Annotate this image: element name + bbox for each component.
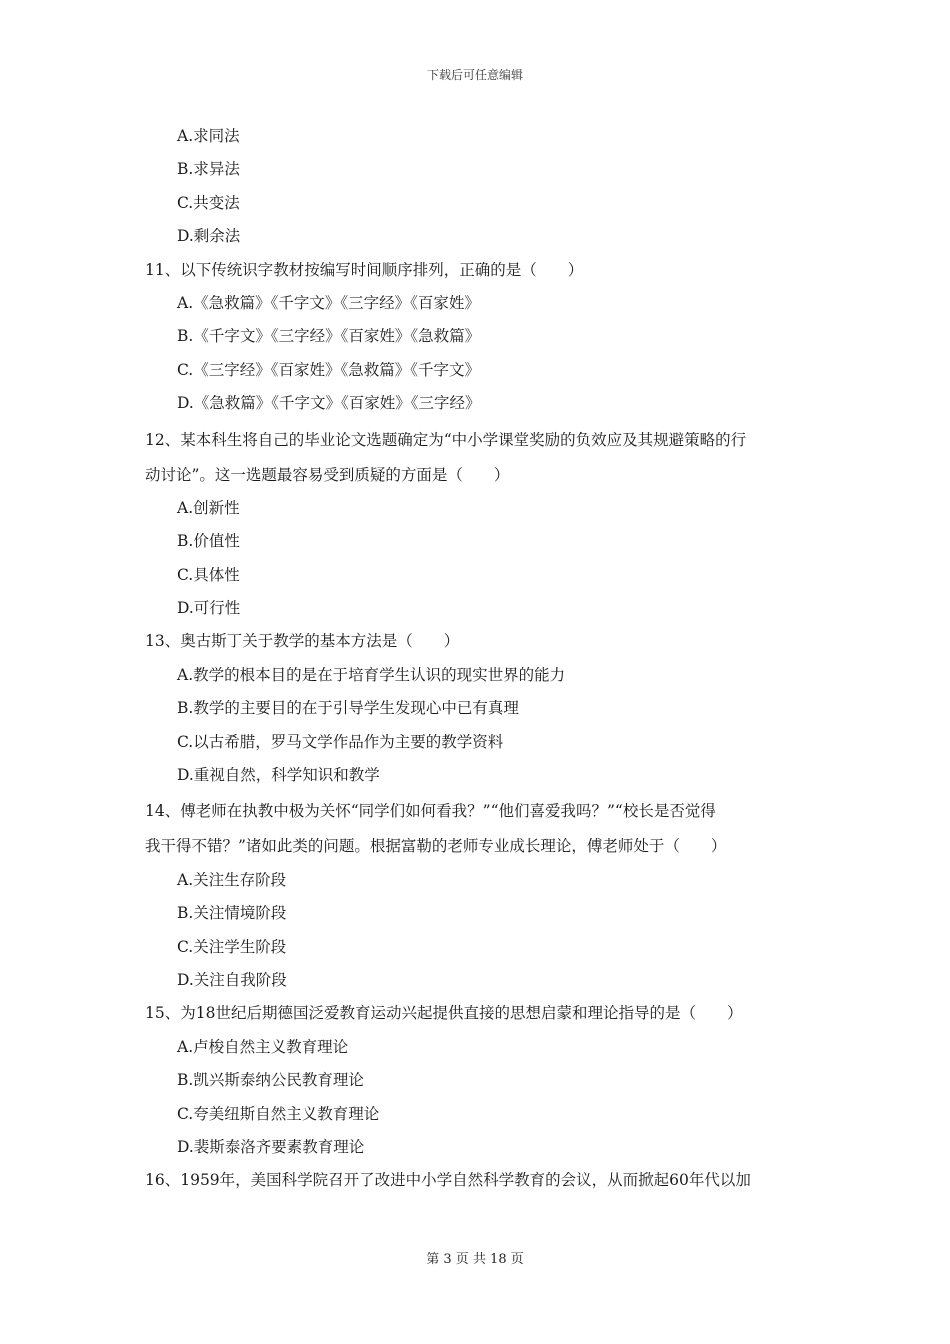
- question-line: 11、以下传统识字教材按编写时间顺序排列，正确的是（ ）: [145, 260, 584, 279]
- option-line: B.求异法: [177, 160, 240, 179]
- option-line: A.关注生存阶段: [177, 870, 287, 889]
- option-line: B.关注情境阶段: [177, 904, 287, 923]
- document-body: [145, 120, 815, 1198]
- option-line: D.剩余法: [177, 227, 241, 246]
- option-line: C.以古希腊，罗马文学作品作为主要的教学资料: [177, 732, 504, 751]
- option-line: B.教学的主要目的在于引导学生发现心中已有真理: [177, 699, 519, 718]
- question-line: 12、某本科生将自己的毕业论文选题确定为“中小学课堂奖励的负效应及其规避策略的行: [145, 430, 747, 449]
- option-line: A.卢梭自然主义教育理论: [177, 1037, 349, 1056]
- option-line: A.创新性: [177, 498, 240, 517]
- option-line: C.夸美纽斯自然主义教育理论: [177, 1104, 380, 1123]
- option-line: A.《急救篇》《千字文》《三字经》《百家姓》: [177, 293, 480, 312]
- option-line: B.价值性: [177, 532, 240, 551]
- option-line: D.关注自我阶段: [177, 970, 287, 989]
- question-line: 15、为18世纪后期德国泛爱教育运动兴起提供直接的思想启蒙和理论指导的是（ ）: [145, 1004, 743, 1023]
- option-line: D.《急救篇》《千字文》《百家姓》《三字经》: [177, 394, 481, 413]
- page-footer: 第 3 页 共 18 页: [426, 1252, 524, 1267]
- option-line: B.凯兴斯泰纳公民教育理论: [177, 1071, 364, 1090]
- question-line: 我干得不错？”诸如此类的问题。根据富勒的老师专业成长理论，傅老师处于（ ）: [145, 837, 727, 856]
- question-line: 14、傅老师在执教中极为关怀“同学们如何看我？”“他们喜爱我吗？”“校长是否觉得: [145, 802, 716, 821]
- option-line: C.关注学生阶段: [177, 937, 287, 956]
- page-header: 下载后可任意编辑: [426, 68, 523, 82]
- question-line: 13、奥古斯丁关于教学的基本方法是（ ）: [145, 632, 460, 651]
- question-line: 动讨论”。这一选题最容易受到质疑的方面是（ ）: [145, 465, 510, 484]
- option-line: A.教学的根本目的是在于培育学生认识的现实世界的能力: [177, 665, 566, 684]
- option-line: A.求同法: [177, 127, 240, 145]
- option-line: D.可行性: [177, 599, 241, 618]
- option-line: C.共变法: [177, 193, 240, 212]
- option-line: B.《千字文》《三字经》《百家姓》《急救篇》: [177, 327, 481, 346]
- option-line: C.《三字经》《百家姓》《急救篇》《千字文》: [177, 360, 480, 379]
- option-line: C.具体性: [177, 565, 240, 584]
- question-line: 16、1959年，美国科学院召开了改进中小学自然科学教育的会议，从而掀起60年代以加: [145, 1171, 751, 1190]
- option-line: D.重视自然，科学知识和教学: [177, 766, 380, 785]
- option-line: D.裴斯泰洛齐要素教育理论: [177, 1137, 365, 1156]
